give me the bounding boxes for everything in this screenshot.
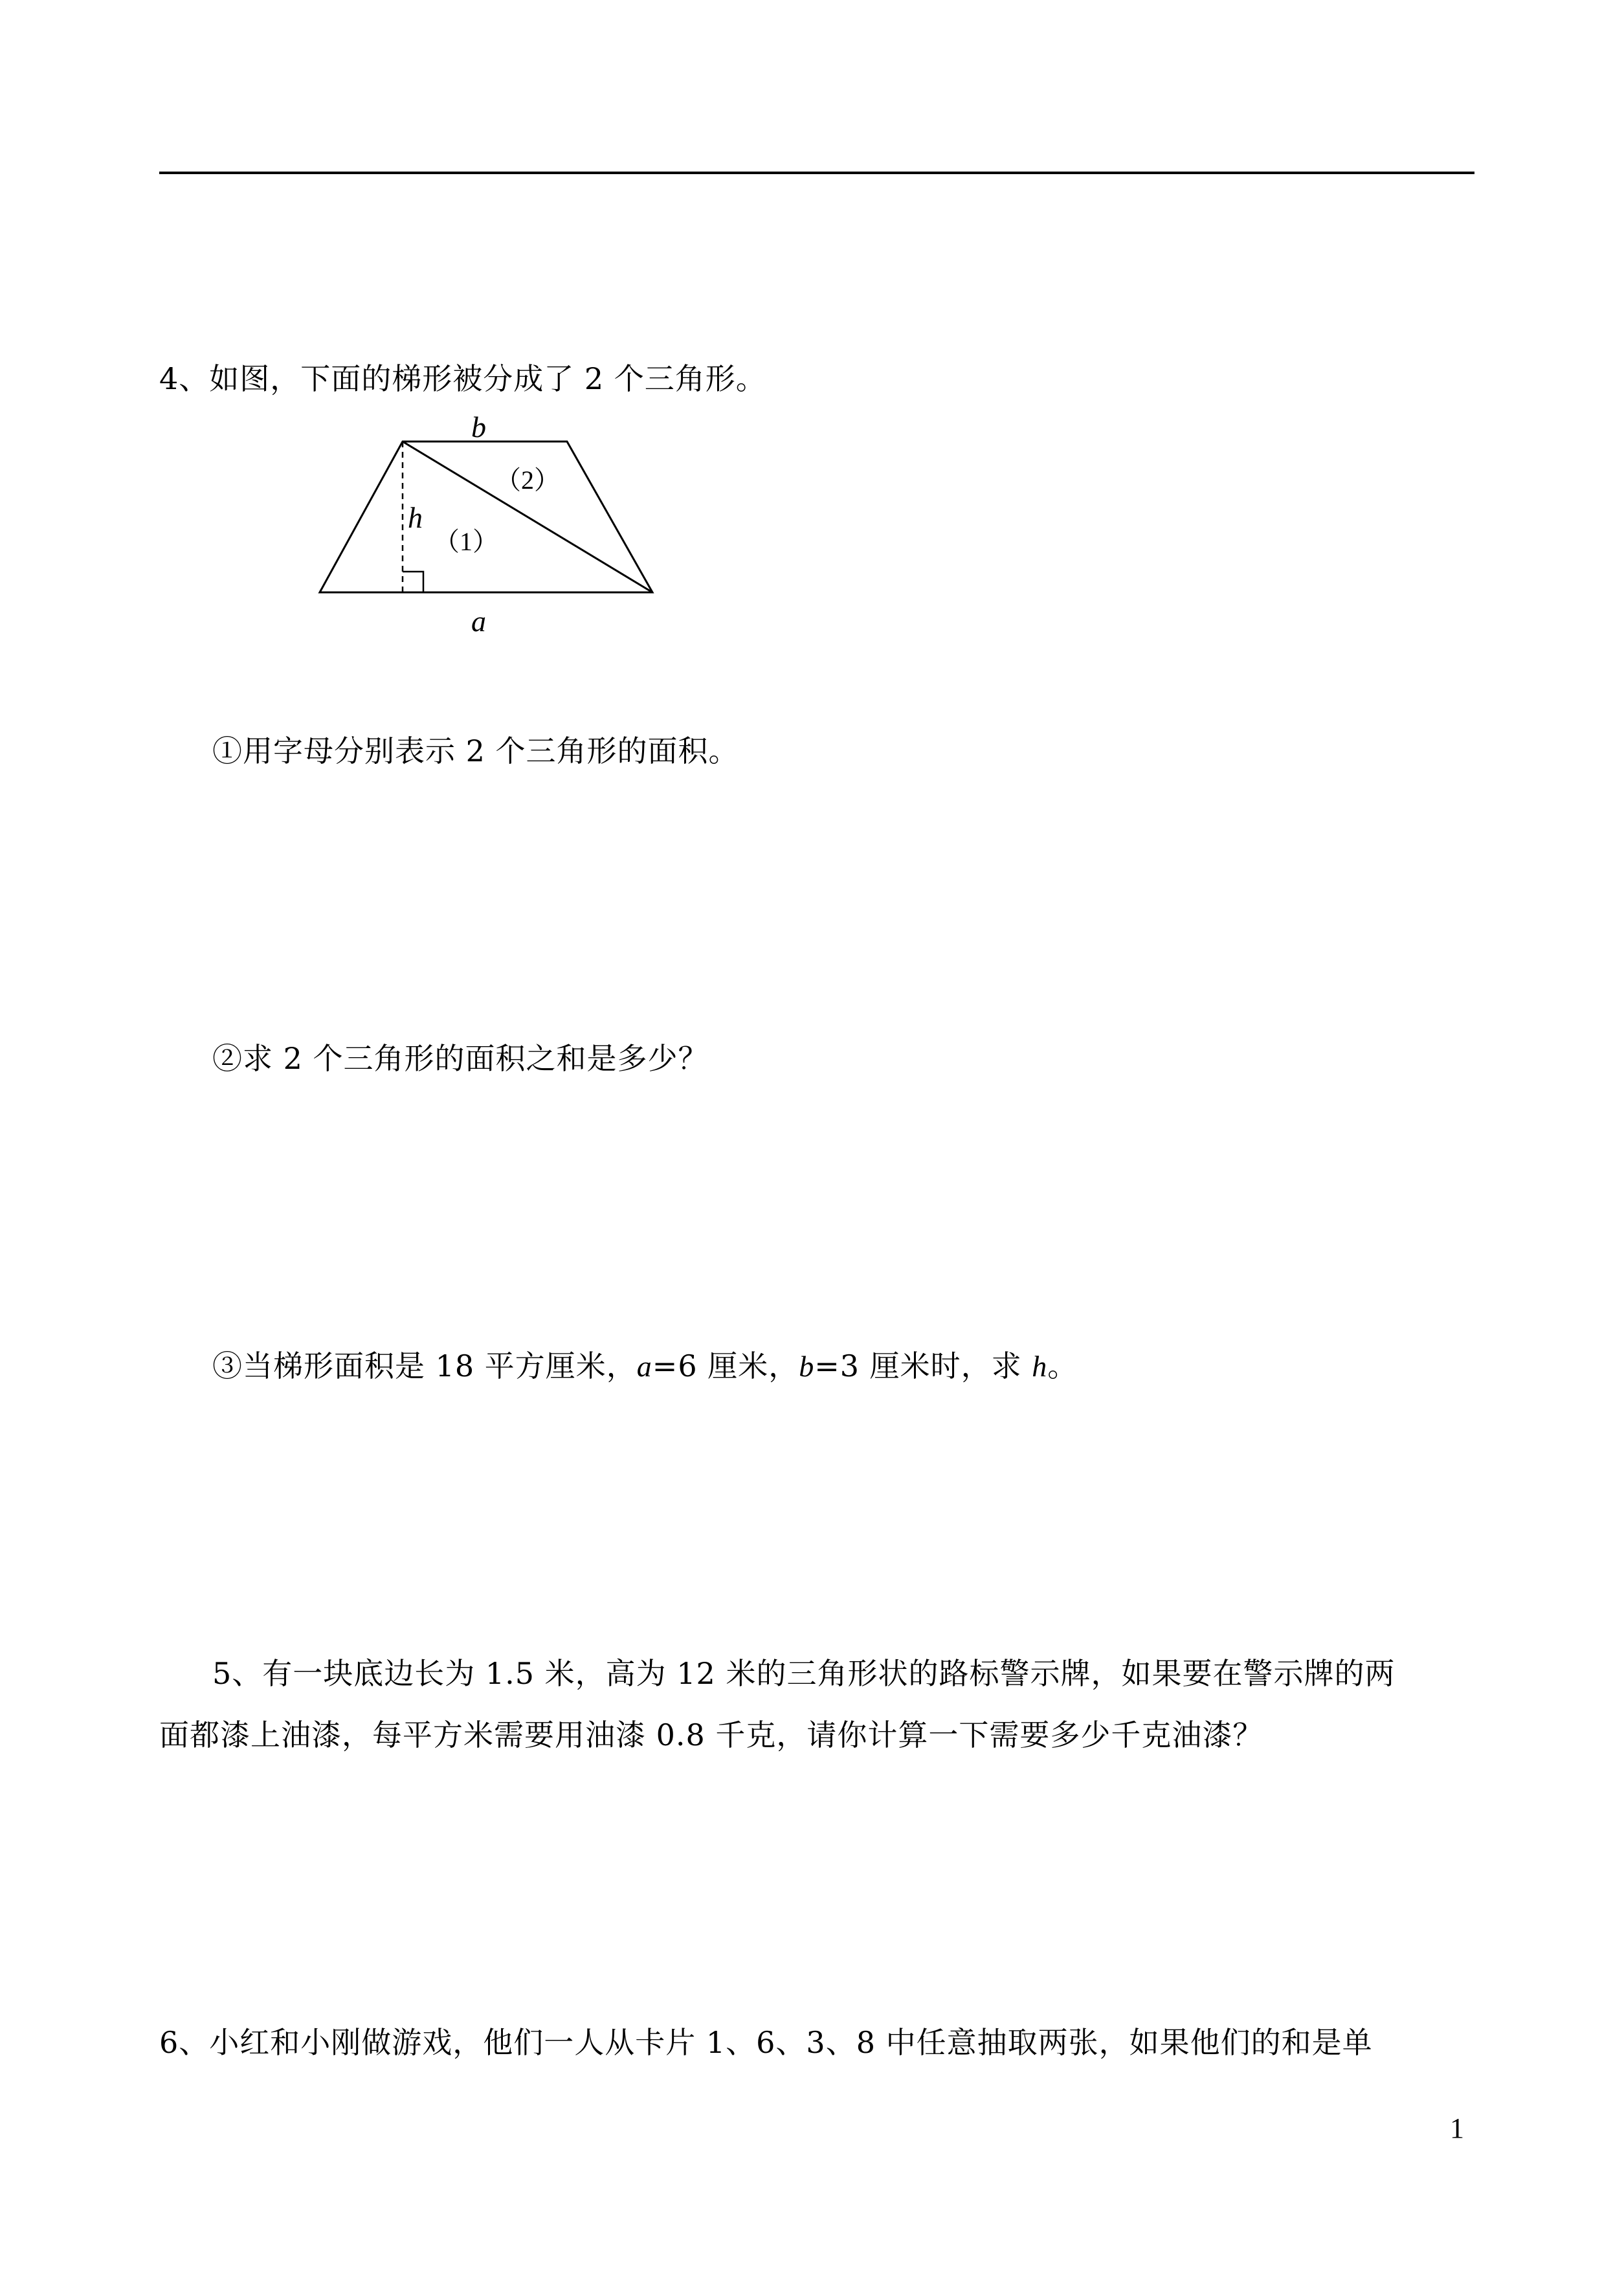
q5-line1: 5、有一块底边长为 1.5 米，高为 12 米的三角形状的路标警示牌，如果要在警示牌的两 [212,1656,1396,1691]
label-b: b [471,410,486,443]
q4-part3 [212,1347,1078,1386]
q4-part3-mid1: =6 厘米， [652,1348,799,1383]
trapezoid-outline [320,442,652,592]
label-1: （1） [434,527,498,556]
right-angle-marker [403,572,423,592]
var-b: b [799,1350,815,1383]
var-h: h [1032,1350,1048,1383]
label-2: （2） [495,465,560,495]
q6-line1: 6、小红和小刚做游戏，他们一人从卡片 1、6、3、8 中任意抽取两张，如果他们的和是单 [159,2025,1373,2060]
q4-part3-mid2: =3 厘米时，求 [814,1348,1032,1383]
header-rule [159,172,1474,174]
q5-line2: 面都漆上油漆，每平方米需要用油漆 0.8 千克，请你计算一下需要多少千克油漆？ [159,1717,1263,1752]
q4-part1: ①用字母分别表示 2 个三角形的面积。 [212,733,739,768]
q4-part3-suffix: 。 [1047,1348,1078,1383]
label-a: a [471,605,486,638]
page-number: 1 [1450,2112,1464,2144]
q4-part3-prefix: ③当梯形面积是 18 平方厘米， [212,1348,637,1383]
diagonal-line [403,442,652,592]
q4-part2: ②求 2 个三角形的面积之和是多少？ [212,1041,709,1076]
var-a: a [636,1350,652,1383]
label-h: h [408,501,423,534]
trapezoid-figure [304,408,667,650]
q4-title: 4、如图，下面的梯形被分成了 2 个三角形。 [159,361,766,396]
